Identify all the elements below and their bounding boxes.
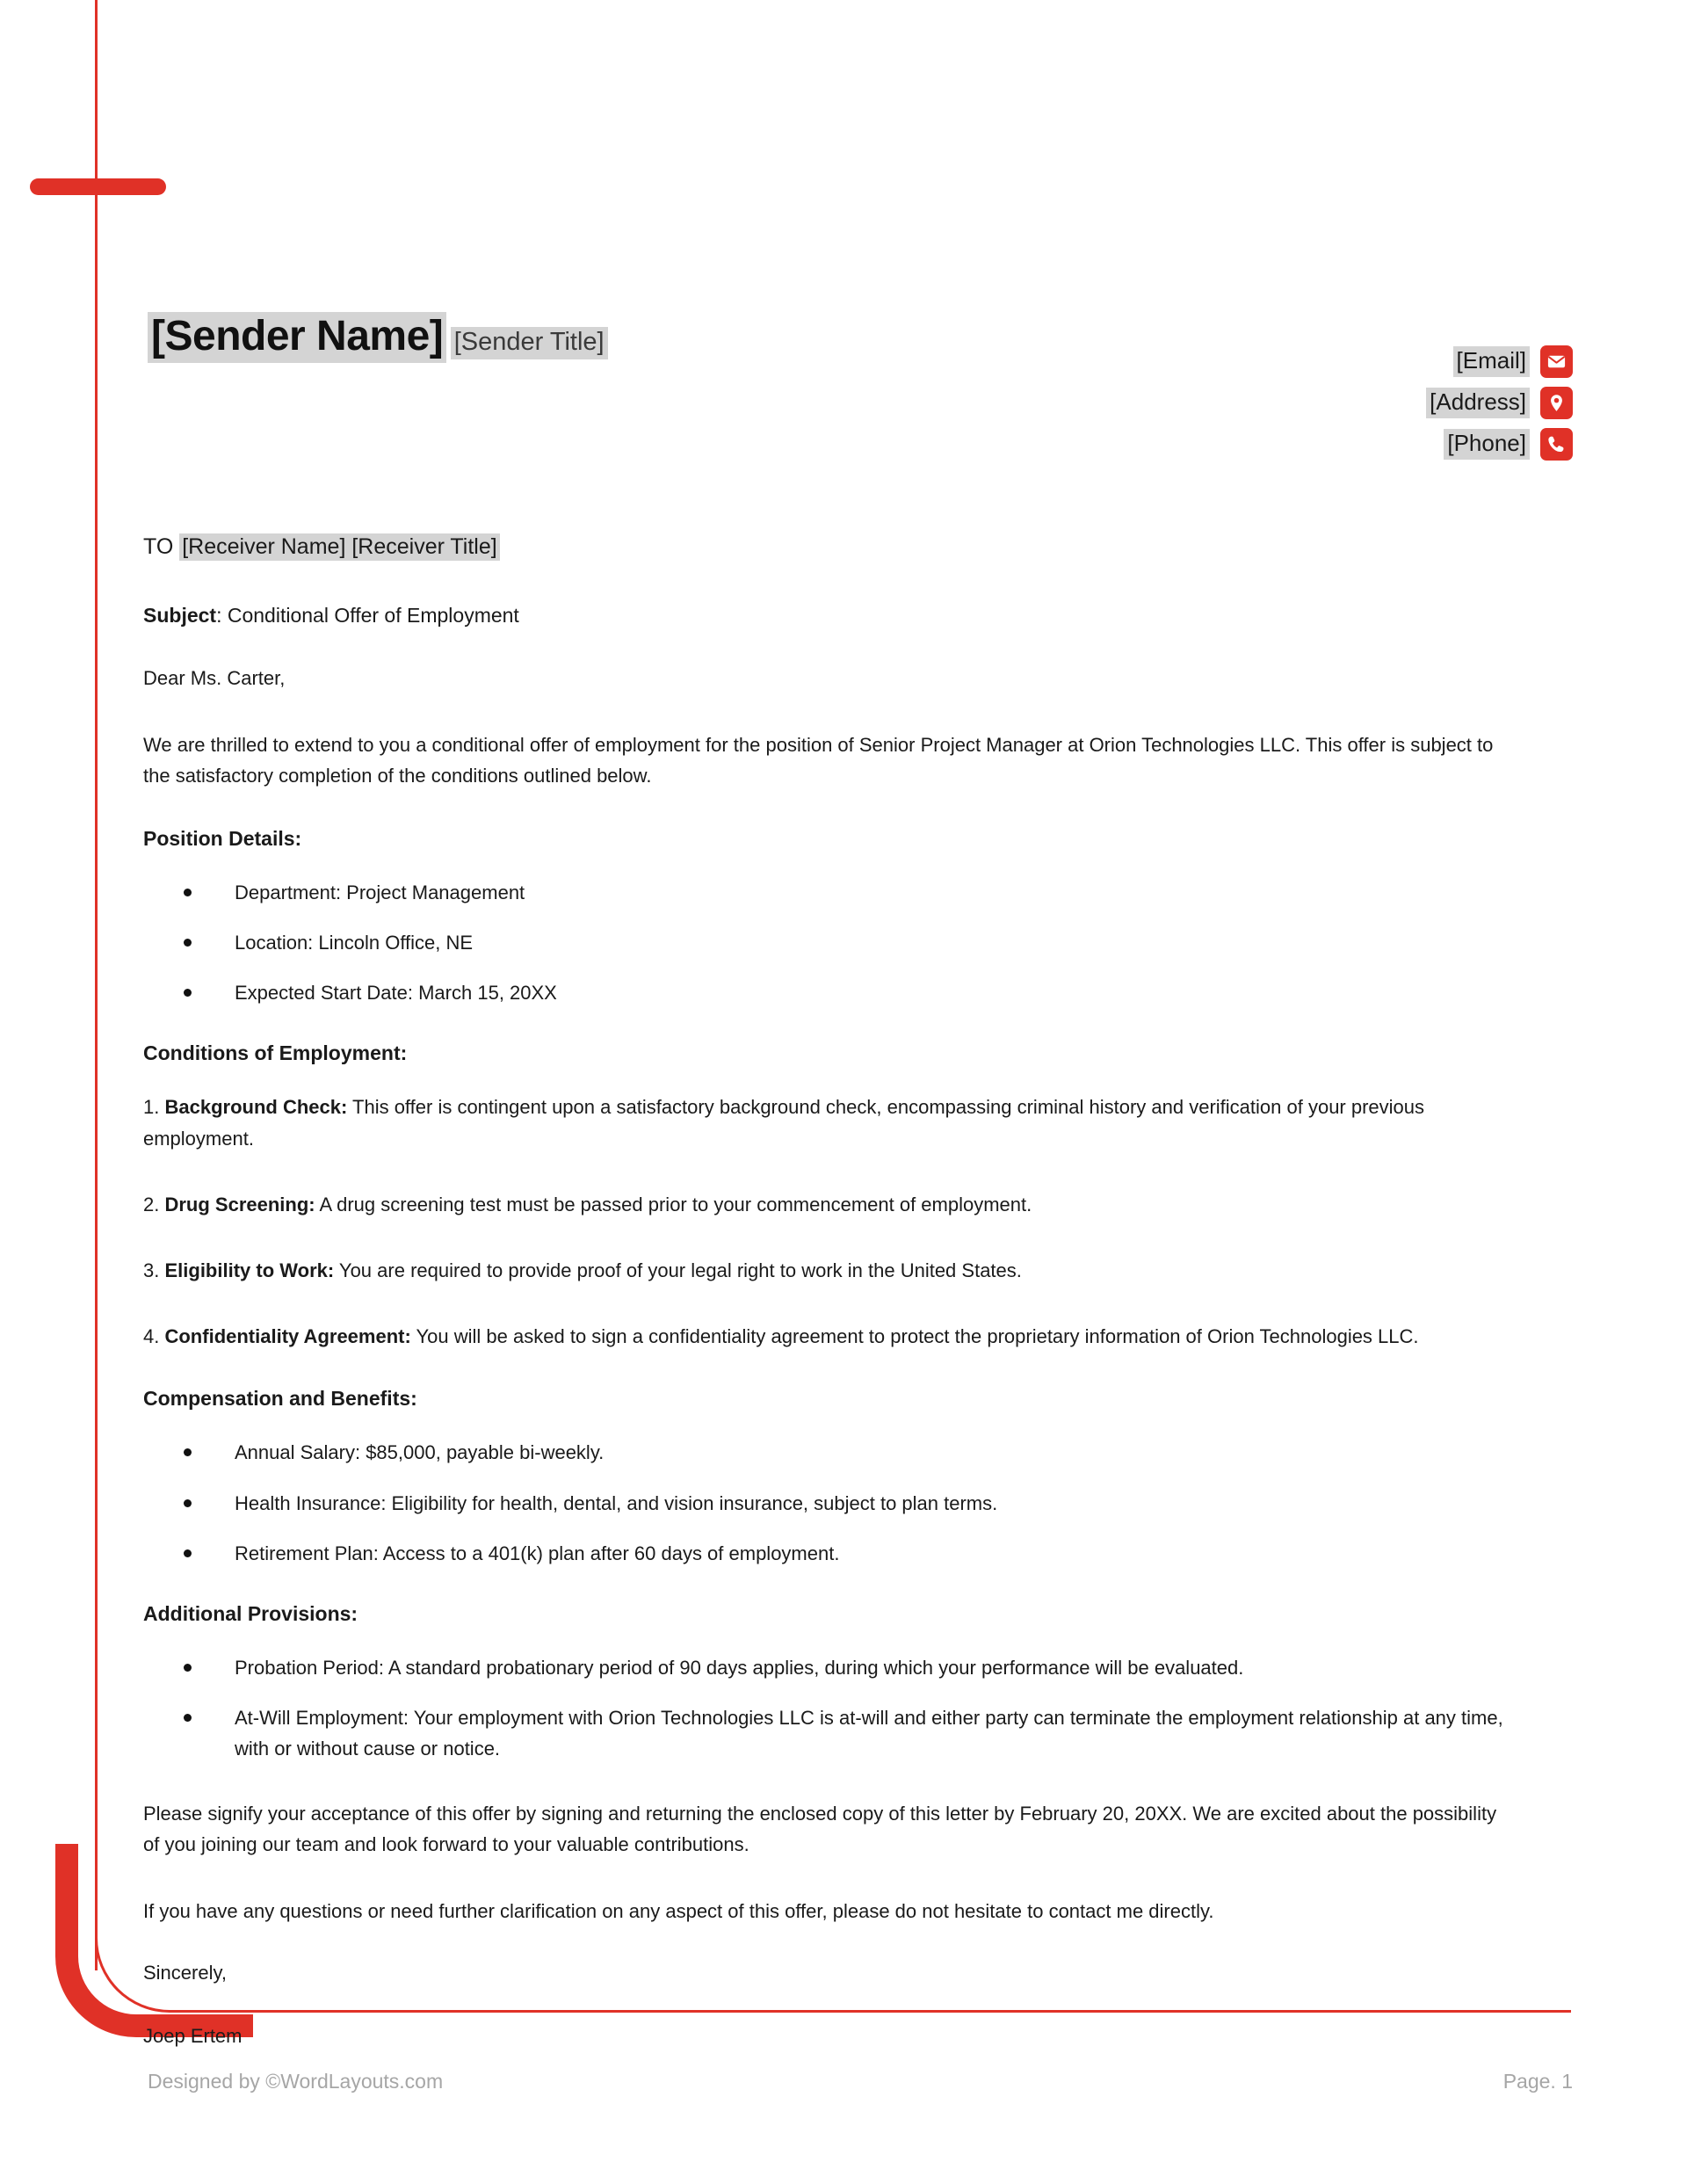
to-label: TO xyxy=(143,534,174,559)
phone-icon xyxy=(1540,428,1573,461)
letter-body xyxy=(143,534,1514,2048)
list-item: Health Insurance: Eligibility for health, dental, and vision insurance, subject to plan terms. xyxy=(143,1488,1514,1519)
condition-text: This offer is contingent upon a satisfactory background check, encompassing criminal history and verification of your previous employment. xyxy=(143,1096,1425,1150)
provisions-heading: Additional Provisions: xyxy=(143,1601,358,1625)
footer-page-number: Page. 1 xyxy=(1502,2070,1573,2093)
list-item: Probation Period: A standard probationary period of 90 days applies, during which your performance will be evaluated. xyxy=(143,1652,1514,1683)
contact-row-address xyxy=(1426,387,1573,419)
condition-text: A drug screening test must be passed prior to your commencement of employment. xyxy=(315,1193,1032,1215)
decorative-vertical-line xyxy=(95,0,98,1970)
condition-label: Drug Screening: xyxy=(164,1193,315,1215)
list-item: At-Will Employment: Your employment with Orion Technologies LLC is at-will and either party can terminate the employment relationship at any time, with or without cause or notice. xyxy=(143,1702,1514,1764)
letterhead xyxy=(148,312,1573,461)
subject-value: Conditional Offer of Employment xyxy=(227,604,519,627)
sign-off: Sincerely, xyxy=(143,1962,227,1984)
signature-name: Joep Ertem xyxy=(143,2025,243,2048)
condition-text: You will be asked to sign a confidentiality agreement to protect the proprietary information of Orion Technologies LLC. xyxy=(410,1325,1419,1348)
list-item: Expected Start Date: March 15, 20XX xyxy=(143,977,1514,1008)
compensation-list xyxy=(143,1437,1514,1569)
condition-item-2 xyxy=(143,1189,1514,1220)
subject-label: Subject xyxy=(143,604,217,627)
recipient-value: [Receiver Name] [Receiver Title] xyxy=(179,533,499,561)
closing-paragraph: Please signify your acceptance of this offer by signing and returning the enclosed copy of this letter by February 20, 20XX. We are excited about the possibility of you joining our team and look forward to your valuable contributions. xyxy=(143,1802,1497,1856)
email-value: [Email] xyxy=(1453,346,1530,377)
sender-block xyxy=(148,312,608,363)
subject-separator: : xyxy=(216,604,228,627)
subject-line xyxy=(143,604,1514,628)
envelope-icon xyxy=(1540,345,1573,378)
provisions-list xyxy=(143,1652,1514,1765)
condition-label: Eligibility to Work: xyxy=(164,1259,335,1281)
conditions-heading: Conditions of Employment: xyxy=(143,1041,408,1065)
page-footer xyxy=(148,2070,1573,2093)
position-details-heading: Position Details: xyxy=(143,826,302,850)
contact-row-email xyxy=(1453,345,1573,378)
footer-credit: Designed by ©WordLayouts.com xyxy=(148,2070,444,2093)
condition-number: 1. xyxy=(143,1096,160,1119)
list-item: Department: Project Management xyxy=(143,877,1514,908)
condition-item-1 xyxy=(143,1092,1514,1153)
contact-paragraph: If you have any questions or need further clarification on any aspect of this offer, please do not hesitate to contact me directly. xyxy=(143,1899,1214,1922)
condition-label: Background Check: xyxy=(164,1096,348,1119)
compensation-heading: Compensation and Benefits: xyxy=(143,1387,417,1411)
sender-name: [Sender Name] xyxy=(148,312,446,363)
list-item: Location: Lincoln Office, NE xyxy=(143,927,1514,958)
location-pin-icon xyxy=(1540,387,1573,419)
condition-label: Confidentiality Agreement: xyxy=(164,1325,411,1348)
recipient-line xyxy=(143,534,1514,560)
intro-paragraph: We are thrilled to extend to you a conditional offer of employment for the position of Senior Project Manager at Orion Technologies LLC. This offer is subject to the satisfactory completion of the conditions outlined below. xyxy=(143,733,1494,787)
salutation: Dear Ms. Carter, xyxy=(143,667,286,689)
condition-item-4 xyxy=(143,1321,1514,1352)
condition-item-3 xyxy=(143,1255,1514,1286)
address-value: [Address] xyxy=(1426,388,1530,418)
contact-row-phone xyxy=(1444,428,1573,461)
condition-number: 3. xyxy=(143,1259,160,1281)
list-item: Retirement Plan: Access to a 401(k) plan after 60 days of employment. xyxy=(143,1538,1514,1569)
list-item: Annual Salary: $85,000, payable bi-weekly. xyxy=(143,1437,1514,1468)
decorative-top-bar xyxy=(30,178,166,195)
sender-title: [Sender Title] xyxy=(451,327,608,359)
phone-value: [Phone] xyxy=(1444,429,1530,460)
condition-number: 2. xyxy=(143,1193,160,1215)
position-details-list xyxy=(143,877,1514,1009)
condition-text: You are required to provide proof of your legal right to work in the United States. xyxy=(334,1259,1022,1281)
contact-block xyxy=(1426,312,1573,461)
condition-number: 4. xyxy=(143,1325,160,1348)
